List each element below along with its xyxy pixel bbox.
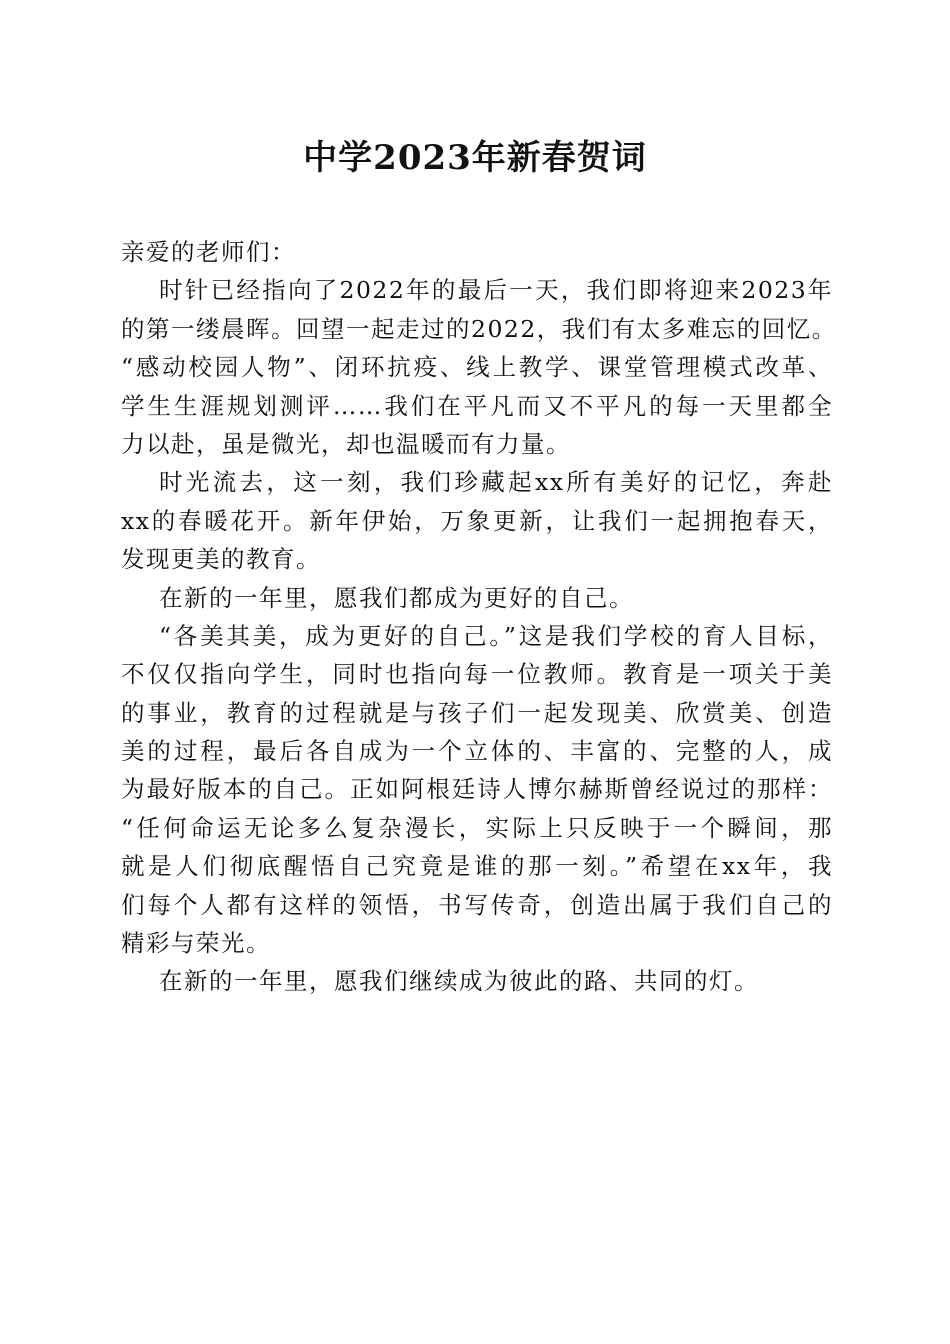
paragraph-1-line-4: 学生生涯规划测评……我们在平凡而又不平凡的每一天里都全 [121,391,833,420]
paragraph-1-line-2: 的第一缕晨晖。回望一起走过的2022，我们有太多难忘的回忆。 [121,314,837,343]
paragraph-2-line-3: 发现更美的教育。 [121,545,321,574]
paragraph-4-line-1: “各美其美，成为更好的自己。”这是我们学校的育人目标， [159,621,833,650]
paragraph-4-line-2: 不仅仅指向学生，同时也指向每一位教师。教育是一项关于美 [121,660,833,689]
paragraph-4-line-4: 美的过程，最后各自成为一个立体的、丰富的、完整的人，成 [121,737,833,766]
paragraph-2-line-1: 时光流去，这一刻，我们珍藏起xx所有美好的记忆，奔赴 [159,468,833,497]
paragraph-5-line-1: 在新的一年里，愿我们继续成为彼此的路、共同的灯。 [159,967,759,996]
paragraph-4-line-9: 精彩与荣光。 [121,929,271,958]
paragraph-3-line-1: 在新的一年里，愿我们都成为更好的自己。 [159,583,634,612]
paragraph-4-line-6: “任何命运无论多么复杂漫长，实际上只反映于一个瞬间，那 [121,813,833,842]
paragraph-1-line-3: “感动校园人物”、闭环抗疫、线上教学、课堂管理模式改革、 [121,353,833,382]
document-body [121,233,837,1001]
document-title: 中学2023年新春贺词 [303,138,647,178]
paragraph-4-line-3: 的事业，教育的过程就是与孩子们一起发现美、欣赏美、创造 [121,698,833,727]
paragraph-1-line-1: 时针已经指向了2022年的最后一天，我们即将迎来2023年 [159,276,833,305]
greeting: 亲爱的老师们： [121,238,296,266]
paragraph-4-line-5: 为最好版本的自己。正如阿根廷诗人博尔赫斯曾经说过的那样： [121,775,833,804]
paragraph-1-line-5: 力以赴，虽是微光，却也温暖而有力量。 [121,429,571,458]
paragraph-4-line-8: 们每个人都有这样的领悟，书写传奇，创造出属于我们自己的 [121,890,833,919]
paragraph-2-line-2: xx的春暖花开。新年伊始，万象更新，让我们一起拥抱春天， [121,506,833,535]
paragraph-4-line-7: 就是人们彻底醒悟自己究竟是谁的那一刻。”希望在xx年，我 [121,852,833,881]
